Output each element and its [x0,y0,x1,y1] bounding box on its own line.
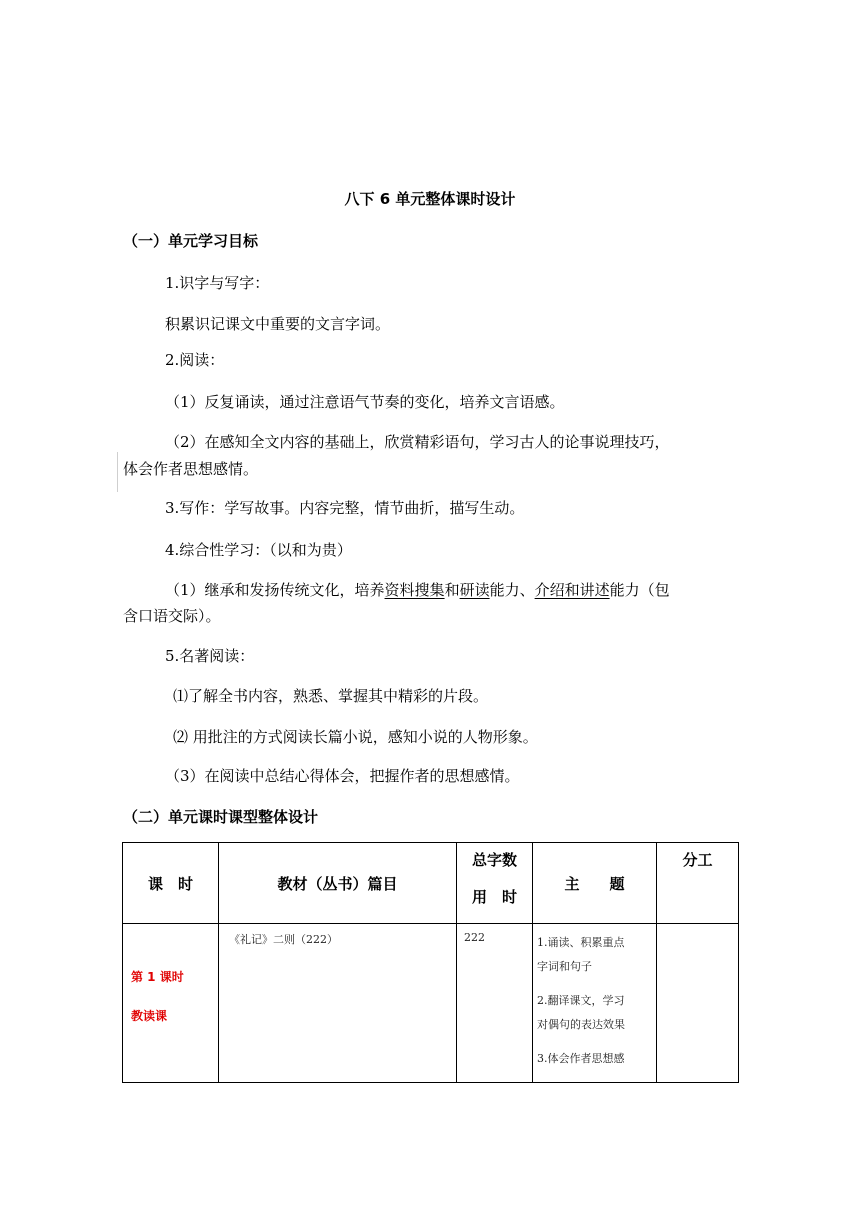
goal-1-heading: 1.识字与写字： [165,274,270,292]
section-heading-goals: （一）单元学习目标 [123,232,259,250]
goal-4-text-seg-4: 能力（包 [609,581,670,599]
header-texts: 教材（丛书）篇目 [219,843,457,924]
theme-2-line-2: 对偶句的表达效果 [537,1018,625,1031]
text-title: 《礼记》二则（222） [229,933,338,946]
header-theme: 主 题 [533,843,657,924]
section-heading-design: （二）单元课时课型整体设计 [123,808,319,826]
cell-period [123,924,219,1083]
goal-5-point-3: （3）在阅读中总结心得体会，把握作者的思想感情。 [165,767,520,785]
goal-4-heading: 4.综合性学习：（以和为贵） [165,541,352,559]
goal-4-text-seg-1: （1）继承和发扬传统文化，培养 [165,581,385,599]
header-division: 分工 [657,843,739,924]
goal-2-heading: 2.阅读： [165,351,225,369]
goal-5-heading: 5.名著阅读： [165,647,255,665]
theme-item-2 [537,989,656,1037]
word-count: 222 [464,931,485,944]
goal-2-point-1: （1）反复诵读，通过注意语气节奏的变化，培养文言语感。 [165,393,565,411]
goal-4-text-seg-3: 能力、 [489,581,535,599]
goal-4-point-1-line-1 [165,579,670,600]
cell-division [657,924,739,1083]
goal-2-point-2-line-2: 体会作者思想感情。 [123,460,259,478]
header-time: 用 时 [471,888,517,906]
header-period: 课 时 [123,843,219,924]
lesson-plan-table [122,842,739,1083]
theme-item-1 [537,931,656,979]
page-title: 八下 6 单元整体课时设计 [344,190,516,208]
theme-2-line-1: 2.翻译课文，学习 [537,994,625,1007]
margin-mark [117,452,118,492]
goal-2-point-2-line-1: （2）在感知全文内容的基础上，欣赏精彩语句，学习古人的论事说理技巧， [165,433,670,451]
goal-4-underline-1: 资料搜集 [384,581,445,599]
goal-1-text: 积累识记课文中重要的文言字词。 [165,315,391,333]
goal-5-point-1: ⑴了解全书内容，熟悉、掌握其中精彩的片段。 [173,687,489,705]
cell-texts [219,924,457,1083]
theme-1-line-1: 1.诵读、积累重点 [537,936,625,949]
theme-item-3 [537,1047,656,1071]
period-number: 第 1 课时 [131,970,184,984]
header-count-time [457,843,533,924]
theme-3-line-1: 3.体会作者思想感 [537,1052,625,1065]
header-count: 总字数 [471,851,517,869]
period-type: 教读课 [131,1009,168,1023]
goal-4-underline-3: 介绍和讲述 [534,581,610,599]
goal-3-writing: 3.写作：学写故事。内容完整，情节曲折，描写生动。 [165,499,525,517]
theme-1-line-2: 字词和句子 [537,960,592,973]
table-header-row [123,843,739,924]
cell-count [457,924,533,1083]
goal-4-underline-2: 研读 [459,581,490,599]
goal-5-point-2: ⑵ 用批注的方式阅读长篇小说，感知小说的人物形象。 [173,728,538,746]
goal-4-text-seg-2: 和 [444,581,460,599]
goal-4-point-1-line-2: 含口语交际）。 [123,607,221,625]
table-row [123,924,739,1083]
cell-theme [533,924,657,1083]
